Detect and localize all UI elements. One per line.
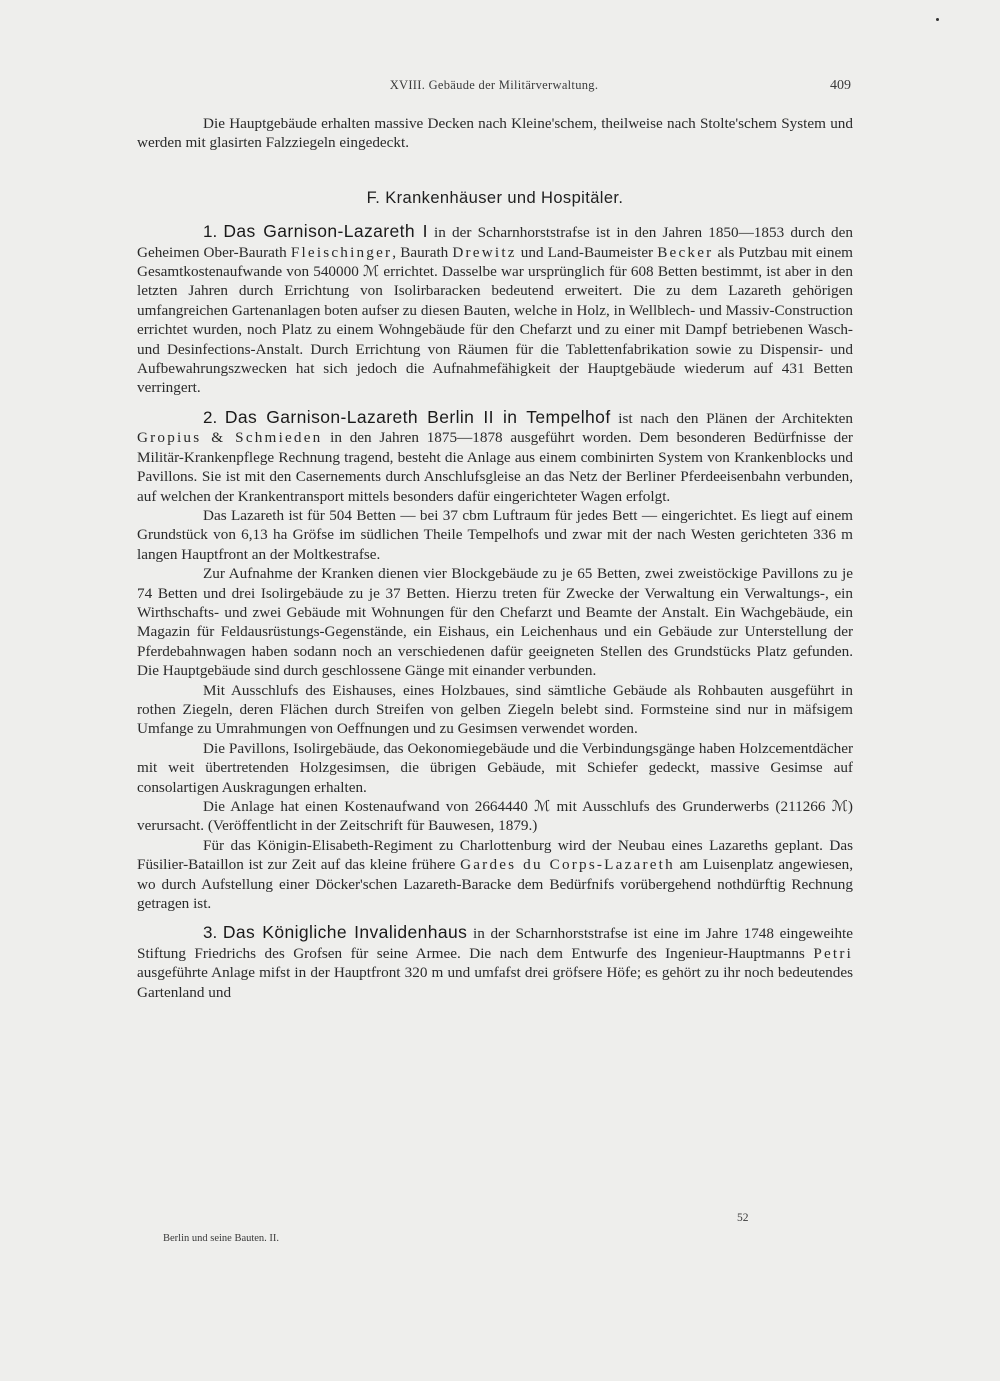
page-number: 409 — [830, 78, 851, 93]
entry-3-text-b: ausgeführte Anlage mifst in der Hauptfront 320 m und umfafst drei gröfsere Höfe; es gehört zu ihr noch bedeutendes Gartenland und — [137, 964, 853, 1001]
entry-2-paragraph-1: Das Lazareth ist für 504 Betten — bei 37 cbm Luftraum für jedes Bett — eingerichtet. Es liegt auf einem Grundstück von 6,13 ha Gröfse im südlichen Theile Tempelhofs und zwar mit der nach Westen gerichteten 336 m langen Hauptfront an der Moltkestrafse. — [137, 506, 853, 563]
entry-2-paragraph-3: Mit Ausschlufs des Eishauses, eines Holzbaues, sind sämtliche Gebäude als Rohbauten ausgeführt in rothen Ziegeln, deren Flächen durch Streifen von gelben Ziegeln belebt sind. Formsteine sind nur in mäfsigem Umfange zu Umrahmungen von Oeffnungen und zu Gesimsen verwendet worden. — [137, 681, 853, 738]
entry-2-last-spaced: Gardes du Corps-Lazareth — [460, 856, 675, 874]
entry-3-title: Das Königliche Invalidenhaus — [222, 922, 468, 943]
signature-mark: 52 — [737, 1212, 749, 1224]
entry-2-paragraph-6 — [137, 836, 853, 914]
entry-1-text-a: in der Scharnhorststrafse ist in den Jahren 1850—1853 durch den Geheimen Ober-Baurath — [137, 224, 853, 261]
entry-2-paragraph-5: Die Anlage hat einen Kostenaufwand von 2664440 ℳ mit Ausschlufs des Grunderwerbs (211266 ℳ) verursacht. (Veröffentlicht in der Zeitschrift für Bauwesen, 1879.) — [137, 798, 853, 835]
entry-1-name-c: Becker — [657, 243, 714, 261]
entry-2-number: 2. — [203, 407, 218, 427]
entry-2-paragraph-4: Die Pavillons, Isolirgebäude, das Oekonomiegebäude und die Verbindungsgänge haben Holzcementdächer mit weit übertretenden Holzgesimsen, die übrigen Gebäude, mit Schiefer gedeckt, massive Gesimse auf consolartigen Auskragungen erhalten. — [137, 739, 853, 796]
footer-book-title: Berlin und seine Bauten. II. — [163, 1233, 280, 1244]
entry-2-last-text-b: am Luisenplatz angewiesen, wo durch Aufstellung einer Döcker'schen Lazareth-Baracke dem Bedürfnifs vorübergehend nothdürftig Rechnung getragen ist. — [137, 856, 853, 913]
entry-3-name-a: Petri — [813, 944, 853, 962]
running-head-title: XVIII. Gebäude der Militärverwaltung. — [389, 78, 599, 92]
entry-3-text-a: in der Scharnhorststrafse ist eine im Jahre 1748 eingeweihte Stiftung Friedrichs des Grofsen für seine Armee. Die nach dem Entwurfe des Ingenieur-Hauptmanns — [137, 925, 854, 962]
entry-2-title: Das Garnison-Lazareth Berlin II in Tempelhof — [224, 406, 611, 427]
entry-1-title: Das Garnison-Lazareth I — [223, 221, 428, 242]
intro-paragraph: Die Hauptgebäude erhalten massive Decken nach Kleine'schem, theilweise nach Stolte'schem System und werden mit glasirten Falzziegeln eingedeckt. — [137, 115, 853, 152]
entry-2-paragraph-2: Zur Aufnahme der Kranken dienen vier Blockgebäude zu je 65 Betten, zwei zweistöckige Pavillons zu je 74 Betten und drei Isolirgebäude zu je 37 Betten. Hierzu treten für Zwecke der Verwaltung ein Verwaltungs-, ein Wirthschafts- und zwei Gebäude mit Wohnungen für den Chefarzt und Beamte der Anstalt. Ein Wachgebäude, ein Magazin für Feldausrüstungs-Gegenstände, ein Eishaus, ein Leichenhaus und ein Gebäude zur Unterstellung der Pferdebahnwagen haben sodann noch an verschiedenen dafür geeigneten Stellen des Grundstücks Platz gefunden. Die Hauptgebäude sind durch geschlossene Gänge mit einander verbunden. — [137, 565, 853, 680]
entry-3-paragraph — [137, 923, 853, 1002]
speck-mark — [936, 18, 939, 21]
entry-2-text-b: in den Jahren 1875—1878 ausgeführt worden. Dem besonderen Bedürfnisse der Militär-Krankenpflege Rechnung tragend, besteht die Anlage aus einem combinirten System von Krankenblocks und Pavillons. Sie ist mit den Casernements durch Anschlufsgleise an das Netz der Berliner Pferdeeisenbahn verbunden, auf welchen der Krankentransport mittels besonders dafür eingerichteter Wagen erfolgt. — [137, 429, 853, 505]
entry-2-text-a: ist nach den Plänen der Architekten — [610, 409, 854, 427]
entry-1-text-c: und Land-Baumeister — [516, 243, 658, 261]
entry-2-last-text-a: Für das Königin-Elisabeth-Regiment zu Charlottenburg wird der Neubau eines Lazareths geplant. Das Füsilier-Bataillon ist zur Zeit auf das kleine frühere — [137, 836, 853, 874]
entry-1-paragraph — [137, 222, 853, 398]
section-heading: F. Krankenhäuser und Hospitäler. — [366, 188, 624, 207]
entry-2-paragraph — [137, 408, 853, 506]
entry-2-name-a: Gropius & Schmieden — [137, 429, 323, 447]
entry-1-name-a: Fleischinger — [290, 243, 393, 261]
entry-1-text-d: als Putzbau mit einem Gesamtkostenaufwande von 540000 ℳ errichtet. Dasselbe war ursprünglich für 608 Betten bestimmt, ist aber in den letzten Jahren durch Errichtung von Isolirbaracken bedeutend erweitert. Die zu dem Lazareth gehörigen umfangreichen Gartenanlagen boten aufser zu diesen Bauten, welche in Holz, in Wellblech- und Massiv-Construction errichtet wurden, noch Platz zu einem Wohngebäude für den Chefarzt und zu einer mit Dampf betriebenen Wasch- und Desinfections-Anstalt. Durch Errichtung von Räumen für die Tablettenfabrikation sowie zu Dispensir- und Aufbewahrungszwecken hat sich jedoch die Aufnahmefähigkeit der Hauptgebäude wiederum auf 431 Betten verringert. — [137, 243, 853, 397]
entry-1-number: 1. — [203, 222, 218, 242]
entry-3-number: 3. — [203, 923, 218, 943]
running-head — [137, 78, 851, 98]
entry-1-name-b: Drewitz — [452, 243, 517, 261]
body-text — [137, 114, 853, 1002]
entry-1-text-b: , Baurath — [392, 243, 453, 261]
